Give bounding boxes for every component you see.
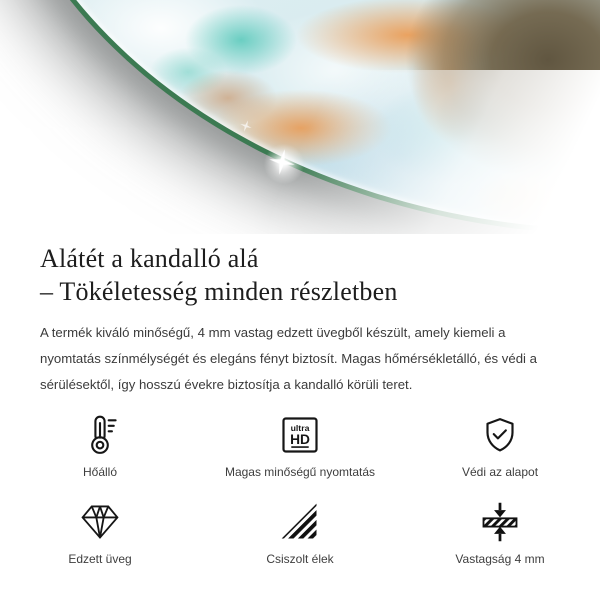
page-title [40, 242, 560, 308]
feature-thickness [400, 499, 600, 569]
thermometer-icon [0, 412, 200, 458]
polished-edges-icon [200, 499, 400, 545]
feature-label: Védi az alapot [461, 465, 539, 479]
title-line-2: – Tökéletesség minden részletben [40, 277, 398, 306]
feature-label: Edzett üveg [68, 552, 132, 566]
thickness-icon [400, 499, 600, 545]
product-description: A termék kiváló minőségű, 4 mm vastag edzett üvegből készült, amely kiemeli a nyomtatás színmélységét és elegáns fényt biztosít. Magas hőmérsékletálló, és védi a sérülésektől, így hosszú évekre biztosítja a kandalló körüli teret. [40, 325, 537, 392]
feature-protects-base [400, 412, 600, 482]
shield-check-icon [400, 412, 600, 458]
ultra-hd-icon-text-bottom: HD [290, 432, 310, 448]
feature-high-quality-print [200, 412, 400, 482]
product-photo [0, 0, 600, 234]
feature-polished-edges [200, 499, 400, 569]
feature-heat-resistant [0, 412, 200, 482]
feature-grid [0, 412, 600, 569]
feature-tempered-glass [0, 499, 200, 569]
glass-disc-image [0, 0, 600, 234]
diamond-icon [0, 499, 200, 545]
feature-label: Vastagság 4 mm [455, 552, 545, 566]
feature-label: Csiszolt élek [266, 552, 334, 566]
title-line-1: Alátét a kandalló alá [40, 244, 259, 273]
sparkle-glow [262, 142, 306, 186]
ultra-hd-icon [200, 412, 400, 458]
feature-label: Magas minőségű nyomtatás [224, 465, 376, 479]
feature-label: Hőálló [82, 465, 118, 479]
ultra-hd-icon-text-top: ultra [290, 422, 310, 433]
